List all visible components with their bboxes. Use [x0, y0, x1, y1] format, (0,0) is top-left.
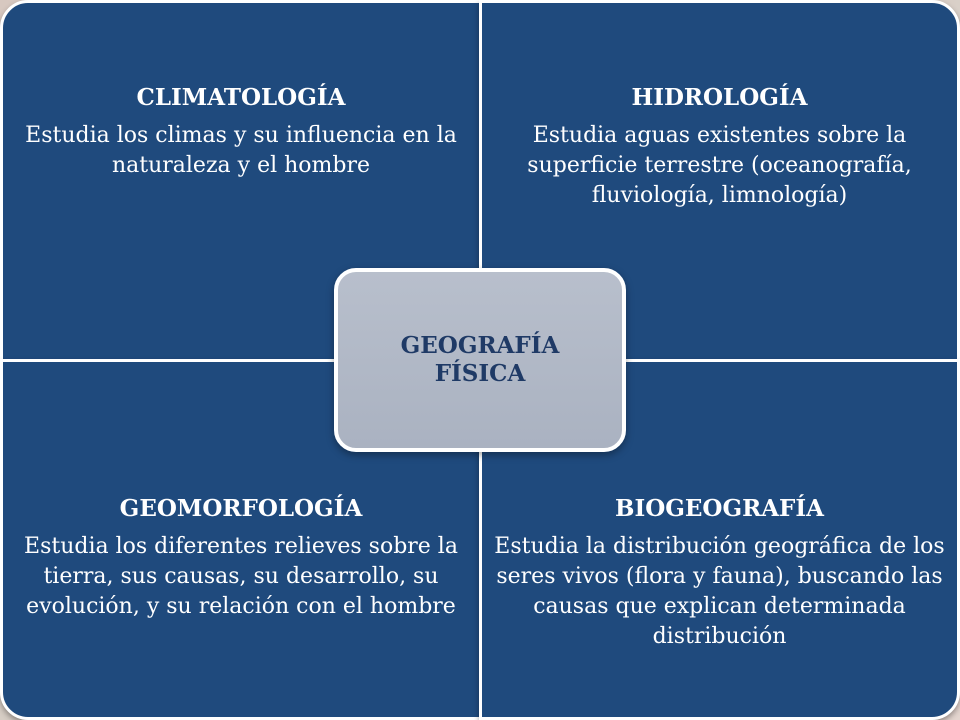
quadrant-title: BIOGEOGRAFÍA	[615, 495, 824, 522]
center-node	[334, 268, 626, 452]
center-title: GEOGRAFÍA FÍSICA	[400, 332, 560, 387]
quadrant-description: Estudia aguas existentes sobre la superficie terrestre (oceanografía, fluviología, limnología)	[527, 123, 912, 208]
quadrant-description: Estudia los diferentes relieves sobre la tierra, sus causas, su desarrollo, su evolución, y su relación con el hombre	[24, 534, 458, 619]
quadrant-description: Estudia la distribución geográfica de los seres vivos (flora y fauna), buscando las causas que explican determinada distribución	[494, 534, 945, 649]
quadrant-description: Estudia los climas y su influencia en la naturaleza y el hombre	[25, 123, 457, 178]
quadrant-title: CLIMATOLOGÍA	[136, 84, 346, 111]
quadrant-title: GEOMORFOLOGÍA	[119, 495, 363, 522]
quadrant-title: HIDROLOGÍA	[631, 84, 808, 111]
